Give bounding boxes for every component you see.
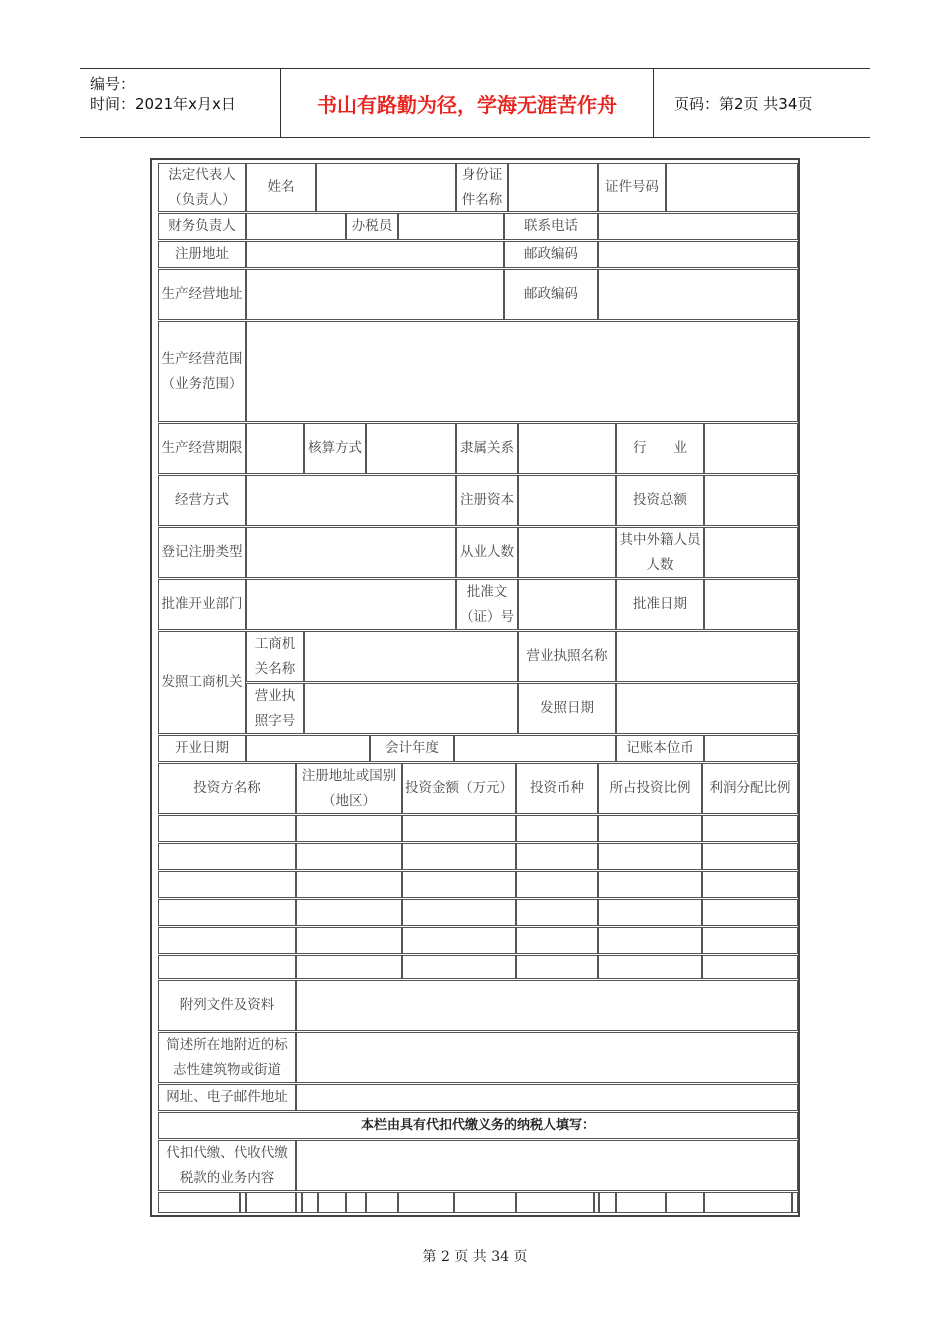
total-investment-field[interactable] — [704, 475, 798, 526]
inv-row-cell[interactable] — [702, 899, 798, 926]
inv-row-cell[interactable] — [402, 871, 516, 898]
inv-row-cell[interactable] — [158, 871, 296, 898]
bottom-cell — [598, 1192, 616, 1213]
bottom-cell — [302, 1192, 318, 1213]
inv-row-cell[interactable] — [598, 927, 702, 954]
inv-row-cell[interactable] — [598, 899, 702, 926]
op-period-field[interactable] — [246, 423, 304, 474]
reg-capital-label: 注册资本 — [456, 475, 518, 526]
bottom-cell — [792, 1192, 798, 1213]
fiscal-year-label: 会计年度 — [370, 735, 454, 762]
inv-row-cell[interactable] — [296, 815, 402, 842]
motto: 书山有路勤为径，学海无涯苦作舟 — [281, 69, 654, 137]
inv-row-cell[interactable] — [158, 955, 296, 979]
page-footer: 第 2 页 共 34 页 — [422, 1249, 528, 1265]
postcode-label: 邮政编码 — [504, 241, 598, 268]
foreign-staff-label: 其中外籍人员人数 — [616, 527, 704, 578]
id-number-field[interactable] — [666, 163, 798, 212]
inv-row-cell[interactable] — [402, 815, 516, 842]
inv-row-cell[interactable] — [702, 871, 798, 898]
employees-field[interactable] — [518, 527, 616, 578]
finance-head-field[interactable] — [246, 213, 346, 240]
affiliation-field[interactable] — [518, 423, 616, 474]
reg-type-field[interactable] — [246, 527, 456, 578]
currency-label: 记账本位币 — [616, 735, 704, 762]
inv-col-profit: 利润分配比例 — [702, 763, 798, 814]
op-scope-field[interactable] — [246, 321, 798, 422]
reg-capital-field[interactable] — [518, 475, 616, 526]
tax-officer-label: 办税员 — [346, 213, 398, 240]
number-label: 编号： — [90, 75, 136, 93]
bottom-cell — [158, 1192, 240, 1213]
bottom-cell — [516, 1192, 594, 1213]
inv-row-cell[interactable] — [158, 815, 296, 842]
website-field[interactable] — [296, 1084, 798, 1111]
inv-row-cell[interactable] — [158, 843, 296, 870]
inv-row-cell[interactable] — [702, 843, 798, 870]
op-period-label: 生产经营期限 — [158, 423, 246, 474]
name-label: 姓名 — [246, 163, 316, 212]
postcode-field[interactable] — [598, 241, 798, 268]
business-mode-label: 经营方式 — [158, 475, 246, 526]
withholding-content-field[interactable] — [296, 1140, 798, 1191]
inv-row-cell[interactable] — [402, 843, 516, 870]
bottom-cell — [246, 1192, 296, 1213]
name-field[interactable] — [316, 163, 456, 212]
issue-date-field[interactable] — [616, 683, 798, 734]
inv-row-cell[interactable] — [402, 927, 516, 954]
inv-row-cell[interactable] — [296, 899, 402, 926]
id-doc-name-field[interactable] — [508, 163, 598, 212]
legal-rep-label: 法定代表人（负责人） — [158, 163, 246, 212]
withholding-content-label: 代扣代缴、代收代缴税款的业务内容 — [158, 1140, 296, 1191]
inv-row-cell[interactable] — [702, 815, 798, 842]
inv-row-cell[interactable] — [296, 955, 402, 979]
website-label: 网址、电子邮件地址 — [158, 1084, 296, 1111]
open-date-field[interactable] — [246, 735, 370, 762]
op-scope-label: 生产经营范围（业务范围） — [158, 321, 246, 422]
inv-row-cell[interactable] — [598, 955, 702, 979]
inv-row-cell[interactable] — [702, 927, 798, 954]
postcode2-field[interactable] — [598, 269, 798, 320]
bottom-cell — [366, 1192, 398, 1213]
inv-row-cell[interactable] — [516, 955, 598, 979]
op-address-label: 生产经营地址 — [158, 269, 246, 320]
id-doc-name-label: 身份证件名称 — [456, 163, 508, 212]
open-date-label: 开业日期 — [158, 735, 246, 762]
inv-row-cell[interactable] — [402, 899, 516, 926]
issue-date-label: 发照日期 — [518, 683, 616, 734]
inv-row-cell[interactable] — [158, 927, 296, 954]
affiliation-label: 隶属关系 — [456, 423, 518, 474]
total-investment-label: 投资总额 — [616, 475, 704, 526]
approval-dept-label: 批准开业部门 — [158, 579, 246, 630]
inv-col-currency: 投资币种 — [516, 763, 598, 814]
inv-col-amount: 投资金额（万元） — [402, 763, 516, 814]
inv-row-cell[interactable] — [598, 871, 702, 898]
inv-row-cell[interactable] — [702, 955, 798, 979]
date-label: 时间：2021年x月x日 — [90, 95, 236, 113]
bottom-cell — [346, 1192, 366, 1213]
approval-doc-label: 批准文（证）号 — [456, 579, 518, 630]
tax-registration-form — [150, 158, 800, 1217]
tax-officer-field[interactable] — [398, 213, 504, 240]
industry-label: 行 业 — [616, 423, 704, 474]
employees-label: 从业人数 — [456, 527, 518, 578]
inv-row-cell[interactable] — [296, 927, 402, 954]
page-label — [664, 69, 870, 137]
license-name-label: 营业执照名称 — [518, 631, 616, 682]
contact-phone-field[interactable] — [598, 213, 798, 240]
foreign-staff-field[interactable] — [704, 527, 798, 578]
inv-row-cell[interactable] — [516, 927, 598, 954]
authority-name-field[interactable] — [304, 631, 518, 682]
document-header — [80, 68, 870, 138]
approval-date-label: 批准日期 — [616, 579, 704, 630]
bottom-cell — [704, 1192, 792, 1213]
inv-row-cell[interactable] — [296, 843, 402, 870]
fiscal-year-field[interactable] — [454, 735, 616, 762]
authority-name-label: 工商机关名称 — [246, 631, 304, 682]
accounting-method-field[interactable] — [366, 423, 456, 474]
reg-type-label: 登记注册类型 — [158, 527, 246, 578]
inv-row-cell[interactable] — [296, 871, 402, 898]
inv-row-cell[interactable] — [158, 899, 296, 926]
inv-row-cell[interactable] — [516, 843, 598, 870]
reg-address-label: 注册地址 — [158, 241, 246, 268]
bottom-cell — [398, 1192, 454, 1213]
inv-row-cell[interactable] — [598, 843, 702, 870]
inv-row-cell[interactable] — [516, 815, 598, 842]
bottom-cell — [454, 1192, 516, 1213]
id-number-label: 证件号码 — [598, 163, 666, 212]
bottom-cell — [666, 1192, 704, 1213]
industry-field[interactable] — [704, 423, 798, 474]
inv-row-cell[interactable] — [598, 815, 702, 842]
inv-row-cell[interactable] — [402, 955, 516, 979]
page-label-text: 页码：第2页 共34页 — [674, 94, 813, 113]
license-number-label: 营业执照字号 — [246, 683, 304, 734]
approval-doc-field[interactable] — [518, 579, 616, 630]
inv-col-name: 投资方名称 — [158, 763, 296, 814]
landmark-field[interactable] — [296, 1032, 798, 1083]
contact-phone-label: 联系电话 — [504, 213, 598, 240]
license-number-field[interactable] — [304, 683, 518, 734]
op-address-field[interactable] — [246, 269, 504, 320]
inv-col-ratio: 所占投资比例 — [598, 763, 702, 814]
postcode2-label: 邮政编码 — [504, 269, 598, 320]
landmark-label: 简述所在地附近的标志性建筑物或街道 — [158, 1032, 296, 1083]
bottom-cell — [318, 1192, 346, 1213]
business-mode-field[interactable] — [246, 475, 456, 526]
attachments-label: 附列文件及资料 — [158, 980, 296, 1031]
inv-col-region: 注册地址或国别（地区） — [296, 763, 402, 814]
withholding-note: 本栏由具有代扣代缴义务的纳税人填写： — [158, 1112, 798, 1139]
finance-head-label: 财务负责人 — [158, 213, 246, 240]
bottom-cell — [616, 1192, 666, 1213]
attachments-field[interactable] — [296, 980, 798, 1031]
header-meta — [80, 69, 281, 137]
accounting-method-label: 核算方式 — [304, 423, 366, 474]
reg-address-field[interactable] — [246, 241, 504, 268]
currency-field[interactable] — [704, 735, 798, 762]
approval-date-field[interactable] — [704, 579, 798, 630]
license-name-field[interactable] — [616, 631, 798, 682]
approval-dept-field[interactable] — [246, 579, 456, 630]
inv-row-cell[interactable] — [516, 899, 598, 926]
inv-row-cell[interactable] — [516, 871, 598, 898]
issuing-authority-label: 发照工商机关 — [158, 631, 246, 734]
